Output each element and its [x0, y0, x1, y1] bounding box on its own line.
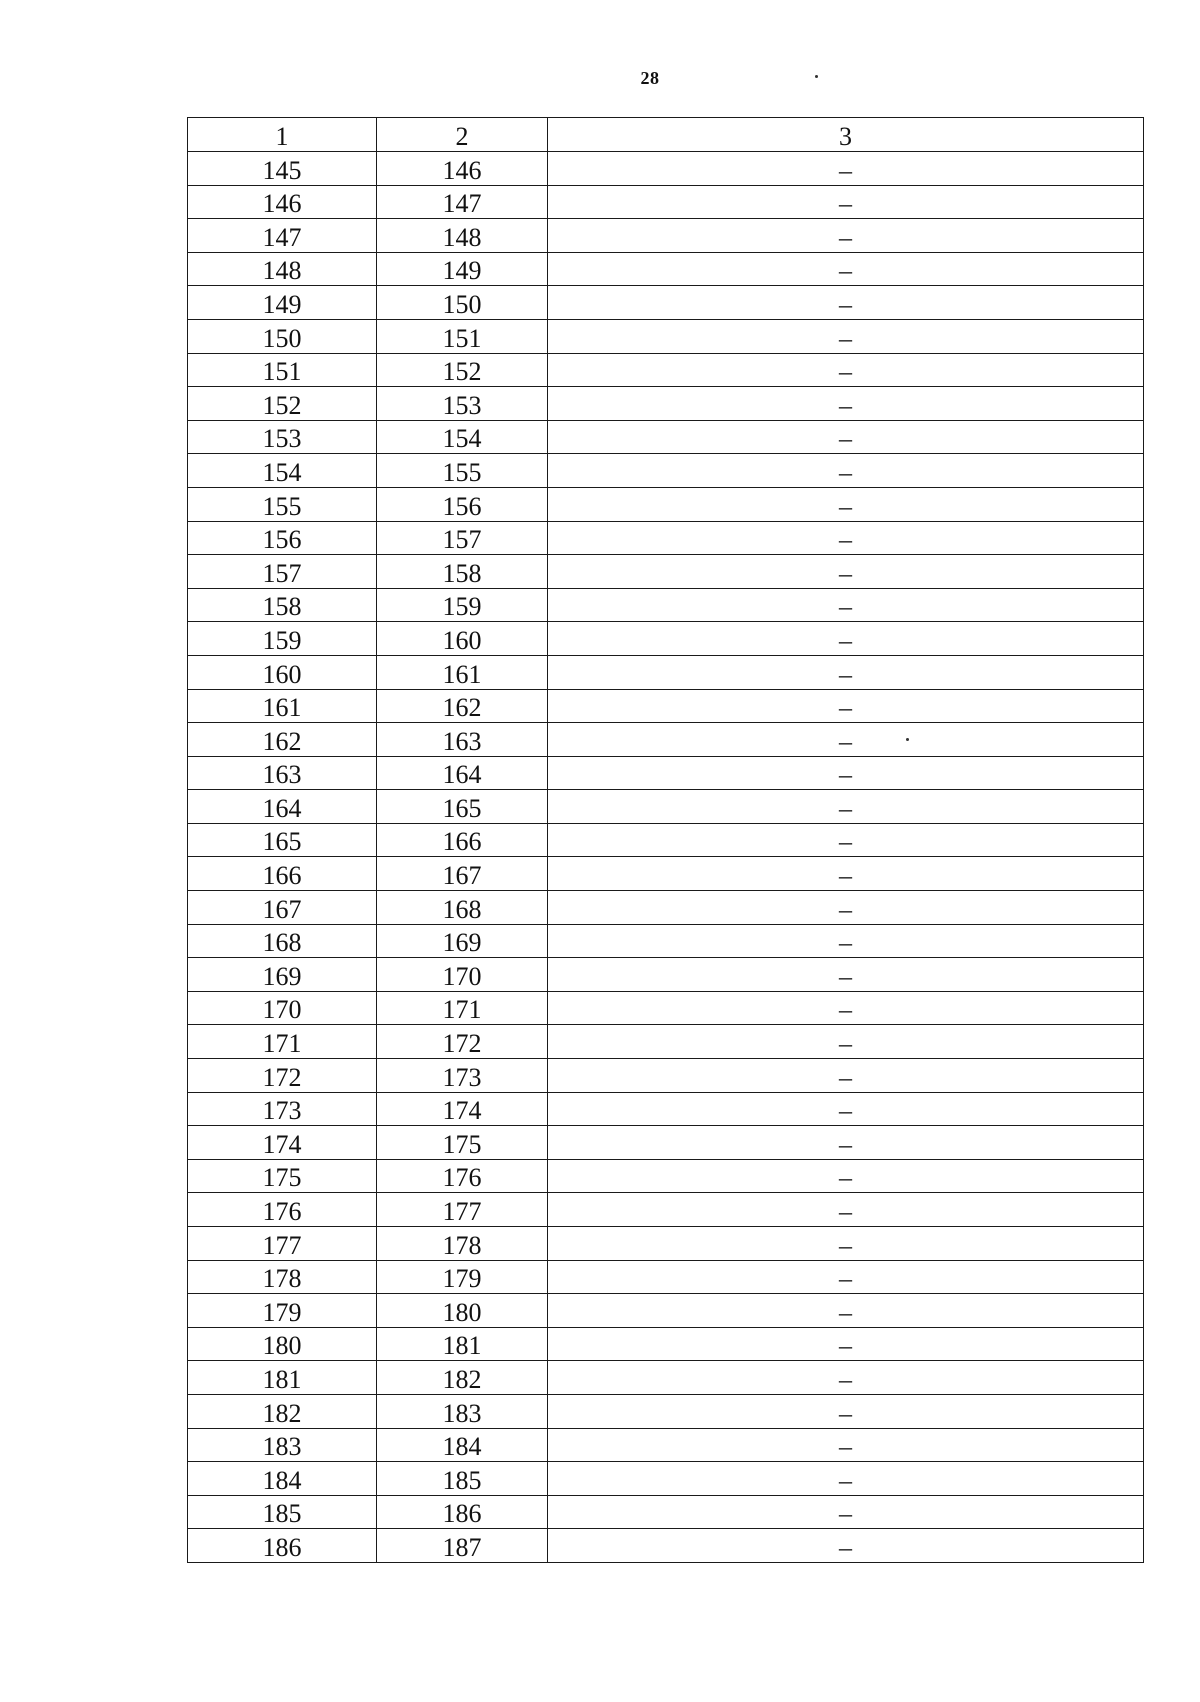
- page-number-text: 28: [640, 68, 660, 88]
- table-cell-col-2: 174: [377, 1092, 548, 1126]
- table-row: [188, 823, 1144, 857]
- table-cell-col-3: –: [548, 723, 1144, 757]
- table-cell-col-2: 184: [377, 1428, 548, 1462]
- table-row: [188, 857, 1144, 891]
- table-row: [188, 252, 1144, 286]
- table-cell-col-3: –: [548, 1327, 1144, 1361]
- table-row: [188, 1294, 1144, 1328]
- data-table: [187, 117, 1144, 1563]
- table-cell-col-3: –: [548, 756, 1144, 790]
- table-row: [188, 756, 1144, 790]
- table-cell-col-3: –: [548, 655, 1144, 689]
- table-cell-col-1: 149: [188, 286, 377, 320]
- table-cell-col-1: 178: [188, 1260, 377, 1294]
- table-cell-col-3: –: [548, 1495, 1144, 1529]
- table-cell-col-2: 147: [377, 185, 548, 219]
- table-row: [188, 958, 1144, 992]
- table-cell-col-1: 172: [188, 1059, 377, 1093]
- column-header-3: 3: [548, 118, 1144, 152]
- table-cell-col-1: 175: [188, 1159, 377, 1193]
- table-cell-col-1: 145: [188, 152, 377, 186]
- table-row: [188, 152, 1144, 186]
- table-row: [188, 1025, 1144, 1059]
- table-cell-col-2: 167: [377, 857, 548, 891]
- table-row: [188, 1529, 1144, 1563]
- table-row: [188, 1193, 1144, 1227]
- table-cell-col-2: 149: [377, 252, 548, 286]
- table-cell-col-3: –: [548, 1294, 1144, 1328]
- table-cell-col-2: 175: [377, 1126, 548, 1160]
- table-cell-col-1: 165: [188, 823, 377, 857]
- table-row: [188, 1361, 1144, 1395]
- table-row: [188, 1227, 1144, 1261]
- table-header-row: [188, 118, 1144, 152]
- table-cell-col-3: –: [548, 219, 1144, 253]
- table-cell-col-2: 182: [377, 1361, 548, 1395]
- table-cell-col-3: –: [548, 1529, 1144, 1563]
- table-row: [188, 1394, 1144, 1428]
- table-cell-col-2: 187: [377, 1529, 548, 1563]
- table-cell-col-1: 153: [188, 420, 377, 454]
- table-cell-col-1: 157: [188, 555, 377, 589]
- table-cell-col-1: 159: [188, 622, 377, 656]
- table-cell-col-3: –: [548, 387, 1144, 421]
- table-row: [188, 689, 1144, 723]
- table-cell-col-1: 181: [188, 1361, 377, 1395]
- table-cell-col-2: 179: [377, 1260, 548, 1294]
- table-cell-col-2: 156: [377, 487, 548, 521]
- table-cell-col-1: 170: [188, 991, 377, 1025]
- table-cell-col-1: 160: [188, 655, 377, 689]
- table-cell-col-3: –: [548, 1193, 1144, 1227]
- table-cell-col-2: 152: [377, 353, 548, 387]
- table-cell-col-2: 180: [377, 1294, 548, 1328]
- table-cell-col-3: –: [548, 991, 1144, 1025]
- table-row: [188, 387, 1144, 421]
- table-row: [188, 1059, 1144, 1093]
- table-cell-col-1: 179: [188, 1294, 377, 1328]
- table-row: [188, 555, 1144, 589]
- table-cell-col-1: 166: [188, 857, 377, 891]
- table-cell-col-3: –: [548, 1394, 1144, 1428]
- column-header-1: 1: [188, 118, 377, 152]
- table-row: [188, 1495, 1144, 1529]
- table-row: [188, 1327, 1144, 1361]
- table-cell-col-2: 178: [377, 1227, 548, 1261]
- table-cell-col-1: 176: [188, 1193, 377, 1227]
- table-cell-col-3: –: [548, 924, 1144, 958]
- table-cell-col-2: 161: [377, 655, 548, 689]
- table-cell-col-1: 151: [188, 353, 377, 387]
- table-cell-col-2: 163: [377, 723, 548, 757]
- table-cell-col-2: 169: [377, 924, 548, 958]
- table-cell-col-1: 148: [188, 252, 377, 286]
- table-cell-col-1: 158: [188, 588, 377, 622]
- table-cell-col-1: 146: [188, 185, 377, 219]
- table-cell-col-2: 157: [377, 521, 548, 555]
- scan-speck: [815, 75, 818, 78]
- table-row: [188, 991, 1144, 1025]
- table-cell-col-3: –: [548, 823, 1144, 857]
- table-cell-col-1: 161: [188, 689, 377, 723]
- table-cell-col-2: 153: [377, 387, 548, 421]
- table-cell-col-2: 185: [377, 1462, 548, 1496]
- table-row: [188, 1428, 1144, 1462]
- table-row: [188, 790, 1144, 824]
- table-cell-col-2: 171: [377, 991, 548, 1025]
- table-row: [188, 353, 1144, 387]
- table-row: [188, 588, 1144, 622]
- table-cell-col-3: –: [548, 286, 1144, 320]
- table-cell-col-3: –: [548, 1025, 1144, 1059]
- table-cell-col-3: –: [548, 622, 1144, 656]
- table-cell-col-2: 146: [377, 152, 548, 186]
- table-cell-col-2: 159: [377, 588, 548, 622]
- table-cell-col-2: 151: [377, 319, 548, 353]
- table-cell-col-3: –: [548, 1227, 1144, 1261]
- page-number: [0, 68, 1200, 89]
- table-row: [188, 1260, 1144, 1294]
- table-cell-col-1: 162: [188, 723, 377, 757]
- table-cell-col-3: –: [548, 454, 1144, 488]
- table-cell-col-3: –: [548, 790, 1144, 824]
- table-cell-col-3: –: [548, 252, 1144, 286]
- table-cell-col-3: –: [548, 1361, 1144, 1395]
- table-row: [188, 219, 1144, 253]
- table-cell-col-1: 173: [188, 1092, 377, 1126]
- table-cell-col-2: 186: [377, 1495, 548, 1529]
- table-cell-col-2: 176: [377, 1159, 548, 1193]
- table-cell-col-1: 183: [188, 1428, 377, 1462]
- table-cell-col-3: –: [548, 857, 1144, 891]
- table-header: [188, 118, 1144, 152]
- table-cell-col-2: 173: [377, 1059, 548, 1093]
- table-cell-col-2: 164: [377, 756, 548, 790]
- table-row: [188, 1092, 1144, 1126]
- table-cell-col-1: 168: [188, 924, 377, 958]
- table-row: [188, 723, 1144, 757]
- table-cell-col-1: 174: [188, 1126, 377, 1160]
- table-cell-col-3: –: [548, 1159, 1144, 1193]
- table-row: [188, 1462, 1144, 1496]
- table-cell-col-3: –: [548, 487, 1144, 521]
- table-row: [188, 420, 1144, 454]
- table-cell-col-3: –: [548, 588, 1144, 622]
- table-cell-col-2: 181: [377, 1327, 548, 1361]
- table-row: [188, 924, 1144, 958]
- table-cell-col-2: 160: [377, 622, 548, 656]
- table-cell-col-3: –: [548, 555, 1144, 589]
- table-cell-col-3: –: [548, 958, 1144, 992]
- table-cell-col-3: –: [548, 891, 1144, 925]
- table-row: [188, 1159, 1144, 1193]
- column-header-2: 2: [377, 118, 548, 152]
- table-cell-col-2: 155: [377, 454, 548, 488]
- table-cell-col-1: 152: [188, 387, 377, 421]
- table-cell-col-1: 186: [188, 1529, 377, 1563]
- table-cell-col-2: 172: [377, 1025, 548, 1059]
- table-cell-col-2: 177: [377, 1193, 548, 1227]
- table-cell-col-2: 168: [377, 891, 548, 925]
- table-cell-col-1: 185: [188, 1495, 377, 1529]
- table-cell-col-2: 148: [377, 219, 548, 253]
- table-cell-col-2: 158: [377, 555, 548, 589]
- table-row: [188, 521, 1144, 555]
- table-row: [188, 891, 1144, 925]
- table-row: [188, 454, 1144, 488]
- table-row: [188, 185, 1144, 219]
- table-cell-col-3: –: [548, 420, 1144, 454]
- table-cell-col-1: 171: [188, 1025, 377, 1059]
- table-cell-col-2: 170: [377, 958, 548, 992]
- table-cell-col-3: –: [548, 1092, 1144, 1126]
- table-cell-col-3: –: [548, 353, 1144, 387]
- table-cell-col-3: –: [548, 319, 1144, 353]
- table-row: [188, 655, 1144, 689]
- table-cell-col-3: –: [548, 1260, 1144, 1294]
- table-cell-col-3: –: [548, 185, 1144, 219]
- table-cell-col-1: 177: [188, 1227, 377, 1261]
- table-cell-col-1: 156: [188, 521, 377, 555]
- table-row: [188, 286, 1144, 320]
- table-cell-col-2: 166: [377, 823, 548, 857]
- table-row: [188, 622, 1144, 656]
- table-cell-col-1: 167: [188, 891, 377, 925]
- table-cell-col-3: –: [548, 152, 1144, 186]
- table-cell-col-2: 150: [377, 286, 548, 320]
- table-row: [188, 1126, 1144, 1160]
- table-row: [188, 319, 1144, 353]
- table-cell-col-3: –: [548, 521, 1144, 555]
- table-cell-col-1: 154: [188, 454, 377, 488]
- table-cell-col-2: 154: [377, 420, 548, 454]
- table-cell-col-3: –: [548, 1126, 1144, 1160]
- table-cell-col-3: –: [548, 1428, 1144, 1462]
- table-cell-col-1: 150: [188, 319, 377, 353]
- table-cell-col-3: –: [548, 689, 1144, 723]
- table-cell-col-3: –: [548, 1059, 1144, 1093]
- table-cell-col-1: 147: [188, 219, 377, 253]
- table-cell-col-1: 169: [188, 958, 377, 992]
- table-cell-col-2: 183: [377, 1394, 548, 1428]
- table-body: [188, 152, 1144, 1563]
- table-row: [188, 487, 1144, 521]
- table-cell-col-1: 155: [188, 487, 377, 521]
- table-cell-col-2: 162: [377, 689, 548, 723]
- table-cell-col-3: –: [548, 1462, 1144, 1496]
- table-cell-col-1: 182: [188, 1394, 377, 1428]
- table-cell-col-1: 180: [188, 1327, 377, 1361]
- table-cell-col-2: 165: [377, 790, 548, 824]
- table-cell-col-1: 163: [188, 756, 377, 790]
- table-cell-col-1: 164: [188, 790, 377, 824]
- table-cell-col-1: 184: [188, 1462, 377, 1496]
